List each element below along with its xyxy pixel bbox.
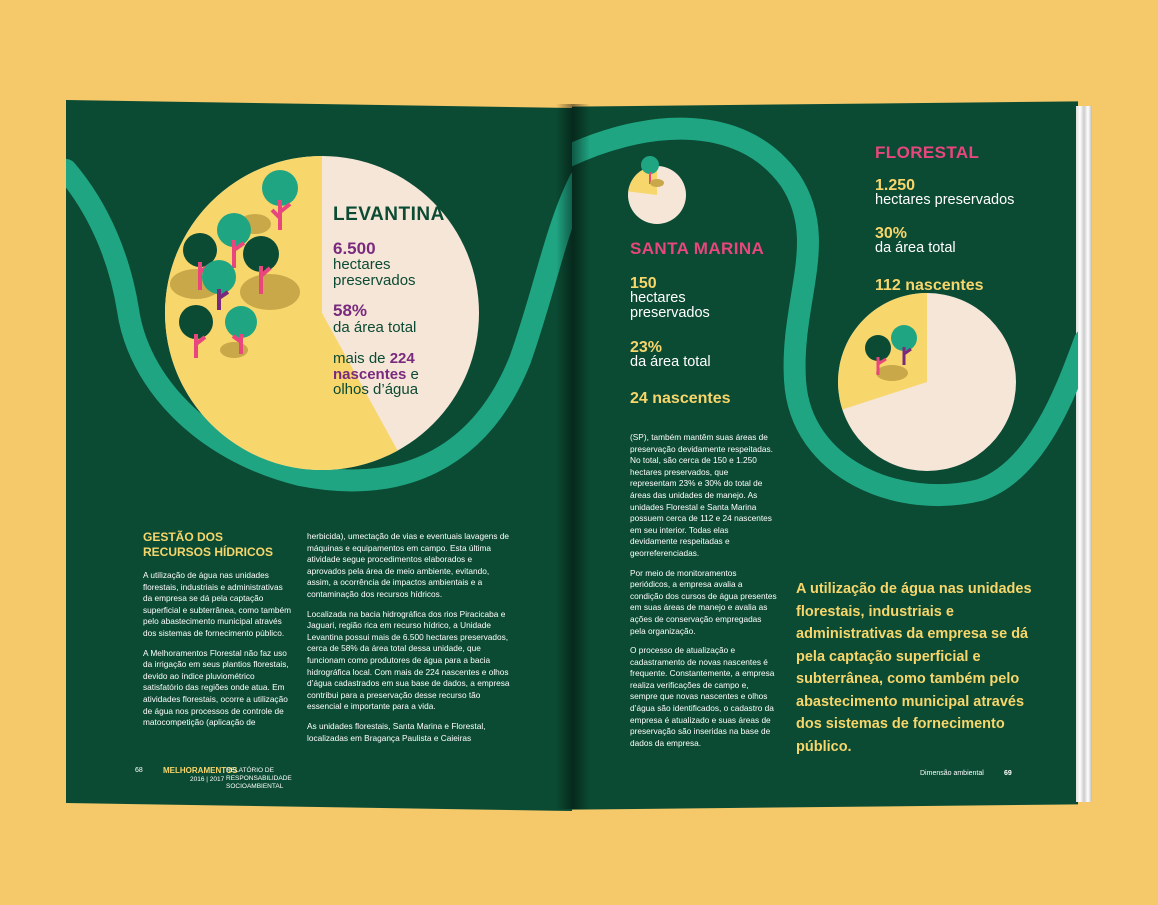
florestal-hectares-value: 1.250 (875, 177, 916, 194)
paragraph: As unidades florestais, Santa Marina e Florestal, localizadas em Bragança Paulista e Caieiras (307, 720, 486, 743)
footer-report: RELATÓRIO DE RESPONSABILIDADE SOCIOAMBIENTAL (226, 767, 292, 790)
santa-marina-hectares-label1: hectares (630, 290, 686, 306)
footer-brand: MELHORAMENTOS (163, 766, 238, 775)
florestal-springs: 112 nascentes (875, 277, 984, 294)
paragraph: O processo de atualização e cadastramento de novas nascentes é frequente. Constantemente, a empresa realiza verificações de campo e, sempre que novas nascentes e olhos d’água são identificados, o cadastro da empresa é atualizado e suas áreas de preservação são inseridas na base de dados da empresa. (630, 645, 775, 748)
footer-years: 2016 | 2017 (190, 776, 225, 783)
florestal-title: FLORESTAL (875, 143, 980, 162)
florestal-pie-chart (838, 293, 1016, 471)
levantina-hectares-label1: hectares (333, 256, 391, 273)
paragraph: (SP), também mantêm suas áreas de preservação devidamente respeitadas. No total, são cerca de 150 e 1.250 hectares preservados, que representam 23% e 30% do total de áreas das unidades de manejo. As unidades Florestal e Santa Marina possuem cerca de 112 e 24 nascentes em seu interior. Todas elas devidamente respeitadas e georreferenciadas. (630, 432, 773, 558)
santa-marina-hectares-value: 150 (630, 275, 657, 292)
levantina-area-label: da área total (333, 319, 417, 336)
right-column (630, 432, 777, 757)
paragraph: Localizada na bacia hidrográfica dos rios Piracicaba e Jaguari, região rica em recurso hídrico, a Unidade Levantina possui mais de 6.500 hectares preservados, cerca de 58% da área total dessa unidade, que funcionam como produtores de água para a bacia hidrográfica local. Com mais de 224 nascentes e olhos d’água cadastrados em sua base de dados, a empresa contribui para a preservação desse recurso tão essencial e importante para a vida. (307, 608, 510, 712)
santa-marina-springs: 24 nascentes (630, 390, 731, 407)
santa-marina-hectares-label2: preservados (630, 305, 710, 321)
paragraph: herbicida), umectação de vias e eventuais lavagens de máquinas e equipamentos em campo. Esta última atividade segue procedimentos elaborados e aprovados pela área de meio ambiente, evitando, assim, a ocorrência de impactos ambientais e a contaminação dos recursos hídricos. (307, 531, 510, 599)
levantina-springs-line2: nascentes e (333, 366, 419, 383)
pull-quote: A utilização de água nas unidades florestais, industriais e administrativas da empresa se dá pela captação superficial e subterrânea, como também pelo abastecimento municipal através dos sistemas de fornecimento público. (796, 581, 1032, 755)
santa-marina-pie-chart (628, 156, 686, 224)
florestal-hectares-label: hectares preservados (875, 192, 1015, 208)
section-title-line2: RECURSOS HÍDRICOS (143, 545, 274, 559)
santa-marina-title: SANTA MARINA (630, 239, 765, 258)
santa-marina-area-label: da área total (630, 354, 711, 370)
levantina-springs-line3: olhos d’água (333, 381, 419, 398)
section-title-line1: GESTÃO DOS (143, 530, 224, 544)
book-spine (556, 104, 590, 809)
levantina-springs-line1: mais de 224 (333, 350, 415, 367)
levantina-area-value: 58% (333, 301, 368, 320)
santa-marina-area-value: 23% (630, 339, 663, 356)
levantina-title: LEVANTINA (333, 204, 445, 225)
levantina-hectares-value: 6.500 (333, 239, 376, 258)
paragraph: A utilização de água nas unidades florestais, industriais e administrativas da empresa se dá pela captação superficial e subterrânea, como também pelo abastecimento municipal através dos sistemas de fornecimento público. (143, 570, 292, 638)
paragraph: Por meio de monitoramentos periódicos, a empresa avalia a condição dos cursos de água presentes em suas áreas de manejo e avalia as ações de conservação empregadas pela organização. (630, 567, 777, 636)
left-column-1 (143, 570, 293, 737)
right-page-number: 69 (1004, 770, 1012, 777)
left-column-2 (307, 531, 513, 752)
levantina-hectares-label2: preservados (333, 272, 416, 289)
florestal-area-label: da área total (875, 240, 956, 256)
florestal-area-value: 30% (875, 225, 908, 242)
left-page-number: 68 (135, 767, 143, 774)
footer-section: Dimensão ambiental (920, 770, 984, 777)
paragraph: A Melhoramentos Florestal não faz uso da irrigação em seus plantios florestais, devido ao índice pluviométrico satisfatório das regiões onde atua. Em atividades florestais, ocorre a utilização de água nos processos de controle de matocompetição (aplicação de (143, 647, 289, 728)
